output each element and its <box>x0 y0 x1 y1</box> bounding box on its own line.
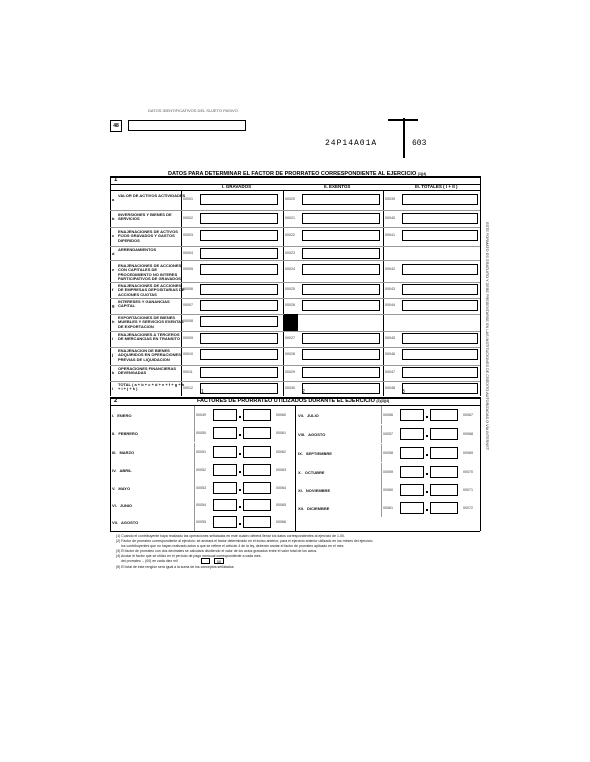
amount-input[interactable] <box>302 248 380 259</box>
amount-input[interactable] <box>200 383 278 394</box>
amount-input[interactable] <box>402 213 478 224</box>
note-4: (3) El factor de prorrateo con dos decimales se calculará dividiendo el valor de los actos gravados entre el valor total de los actos. <box>116 549 318 553</box>
amount-input[interactable] <box>302 213 380 224</box>
row-letter: c <box>112 233 115 238</box>
total-col-3: 3 <box>402 389 405 395</box>
month-code: 00051 <box>196 450 206 454</box>
amount-input[interactable] <box>402 333 478 344</box>
factor-decimal-input[interactable] <box>430 502 458 514</box>
month-label <box>298 471 325 475</box>
month-roman: V. <box>112 486 116 491</box>
section1-number: 1 <box>114 177 118 183</box>
amount-input[interactable] <box>302 300 380 311</box>
total-col-2: 2 <box>302 389 305 395</box>
row-letter: h <box>112 319 115 324</box>
month-code: 00059 <box>383 470 393 474</box>
field-code: 00023 <box>285 251 295 255</box>
decimal-point <box>239 416 241 418</box>
tear-line <box>403 118 405 158</box>
form-badge: 48 <box>110 120 122 132</box>
amount-input[interactable] <box>402 230 478 241</box>
decimal-point <box>426 509 428 511</box>
barcode-text: 24P14A01A <box>325 139 378 148</box>
note-7: (5) El total de este renglón será igual a la suma de los conceptos señalados. <box>116 565 235 569</box>
month-name: ENERO <box>117 413 132 418</box>
row-label: INVERSIONES Y BIENES DE SERVICIOS <box>118 212 172 222</box>
month-name: ABRIL <box>119 468 132 473</box>
month-code-2: 00072 <box>463 506 473 510</box>
month-roman: VII. <box>298 413 305 418</box>
month-code: 00052 <box>196 468 206 472</box>
field-code: 00020 <box>285 197 295 201</box>
amount-input[interactable] <box>302 367 380 378</box>
row-letter-wrap <box>112 386 113 391</box>
row-label: ENAJENACIONES DE ACCIONES DE EMPRESAS DEPOSITARIAS DE ACCIONES CUOTAS <box>118 283 185 297</box>
month-label <box>112 414 131 418</box>
month-name: JULIO <box>307 413 319 418</box>
factor-decimal-input[interactable] <box>243 427 271 439</box>
amount-input[interactable] <box>402 194 478 205</box>
row-letter: f <box>112 287 114 292</box>
field-code: 00008 <box>183 319 193 323</box>
month-code-2: 00066 <box>276 520 286 524</box>
factor-integer-input[interactable] <box>400 447 424 459</box>
note-box-2: 00 <box>214 558 224 564</box>
row-label: ENAJENACIONES DE ACTIVOS FIJOS GRAVADOS Y GASTOS DIFERIDOS <box>118 229 178 243</box>
month-code-2: 00065 <box>276 503 286 507</box>
row-letter-wrap <box>112 352 113 357</box>
factor-integer-input[interactable] <box>213 499 237 511</box>
row-label: OPERACIONES FINANCIERAS DEVENGADAS <box>118 366 177 376</box>
month-name: SEPTIEMBRE <box>305 451 332 456</box>
col-header-exentos: II. EXENTOS <box>324 184 351 189</box>
row-letter-wrap <box>112 251 114 256</box>
amount-input[interactable] <box>402 383 478 394</box>
factor-integer-input[interactable] <box>213 446 237 458</box>
month-name: FEBRERO <box>118 431 138 436</box>
decimal-point <box>426 435 428 437</box>
month-name: JUNIO <box>119 503 133 508</box>
factor-integer-input[interactable] <box>400 428 424 440</box>
factor-decimal-input[interactable] <box>243 482 271 494</box>
decimal-point <box>239 434 241 436</box>
factor-decimal-input[interactable] <box>243 516 271 528</box>
month-label <box>298 452 332 456</box>
month-name: MAYO <box>118 486 131 491</box>
month-code-2: 00063 <box>276 468 286 472</box>
amount-input[interactable] <box>200 264 278 275</box>
month-name: AGOSTO <box>121 520 139 525</box>
side-legend: ESTE FORMATO ES GRATUITO Y DEBE PRESENTARSE EN LAS INSTITUCIONES DE CRÉDITO AUTORIZADAS O VÍA INTERNET <box>485 222 489 451</box>
amount-input[interactable] <box>302 230 380 241</box>
month-roman: IX. <box>298 451 303 456</box>
month-code-2: 00061 <box>276 431 286 435</box>
row-letter: a <box>112 197 115 202</box>
row-label: TOTAL ( a + b + c + d + e + f + g + h + i + j + k ) <box>118 382 185 392</box>
section1-title: DATOS PARA DETERMINAR EL FACTOR DE PRORRATEO CORRESPONDIENTE AL EJERCICIO (1)(4) <box>168 171 427 177</box>
factor-decimal-input[interactable] <box>243 464 271 476</box>
tear-line-top <box>388 119 418 121</box>
note-6: del prorrateo -- (00) en cada diez mil <box>121 559 178 563</box>
field-code: 00005 <box>183 267 193 271</box>
note-2: (2) Factor de prorrateo correspondiente al ejercicio: se anotará el factor determinado en el inciso anterior, para el ejercicio anterior utilizado en los meses del ejercicio. <box>116 539 374 543</box>
note-1: (1) Cuando el contribuyente haya realizado las operaciones señaladas en este cuadro deberá llenar los datos correspondientes al ejercicio de 1.00. <box>116 534 345 538</box>
month-code-2: 00069 <box>463 451 473 455</box>
month-label <box>112 504 132 508</box>
decimal-point <box>239 523 241 525</box>
month-label <box>298 507 329 511</box>
amount-input[interactable] <box>200 213 278 224</box>
note-5: (4) Anotar el factor que se utilizó en el período de pago mensual correspondiente a cada mes. <box>116 554 262 558</box>
factor-decimal-input[interactable] <box>243 409 271 421</box>
factor-integer-input[interactable] <box>213 409 237 421</box>
month-name: OCTUBRE <box>304 470 325 475</box>
field-code: 00011 <box>183 370 193 374</box>
month-code-2: 00060 <box>276 413 286 417</box>
row-letter-wrap <box>112 197 114 202</box>
factor-integer-input[interactable] <box>400 502 424 514</box>
row-letter-wrap <box>112 216 114 221</box>
factor-decimal-input[interactable] <box>243 446 271 458</box>
month-name: DICIEMBRE <box>307 506 330 511</box>
factor-integer-input[interactable] <box>213 464 237 476</box>
row-label: INTERESES Y GANANCIAS CAPITAL <box>118 299 170 309</box>
month-code: 00056 <box>383 413 393 417</box>
month-code-2: 00062 <box>276 450 286 454</box>
field-code: 00010 <box>183 352 193 356</box>
field-code: 00046 <box>385 352 395 356</box>
field-code: 00042 <box>385 267 395 271</box>
field-code: 00022 <box>285 233 295 237</box>
month-roman: VII. <box>112 520 119 525</box>
field-code: 00026 <box>285 303 295 307</box>
month-code: 00060 <box>383 488 393 492</box>
note-box-1 <box>201 558 210 564</box>
row-letter-wrap <box>112 233 114 238</box>
amount-input[interactable] <box>200 194 278 205</box>
field-code: 00024 <box>285 267 295 271</box>
row-letter: l <box>112 386 114 391</box>
month-code-2: 00068 <box>463 432 473 436</box>
month-roman: IV. <box>112 468 117 473</box>
factor-integer-input[interactable] <box>213 516 237 528</box>
field-code: 00002 <box>183 216 193 220</box>
month-code: 00050 <box>196 431 206 435</box>
amount-input[interactable] <box>200 248 278 259</box>
blocked-cell <box>284 314 298 332</box>
col-header-totales: III. TOTALES ( I + II ) <box>415 184 458 189</box>
decimal-point <box>426 473 428 475</box>
row-label: EXPORTACIONES DE BIENES MUEBLES Y SERVICIOS EXENTAS DE EXPORTACION <box>118 315 184 329</box>
field-code: 00029 <box>285 370 295 374</box>
month-label <box>112 451 134 455</box>
field-code: 00030 <box>285 386 295 390</box>
factor-integer-input[interactable] <box>400 484 424 496</box>
month-code: 00054 <box>196 503 206 507</box>
amount-input[interactable] <box>302 349 380 360</box>
factor-integer-input[interactable] <box>400 409 424 421</box>
month-roman: X. <box>298 470 302 475</box>
amount-input[interactable] <box>200 230 278 241</box>
field-code: 00045 <box>385 336 395 340</box>
amount-input[interactable] <box>402 264 478 275</box>
month-label <box>298 489 330 493</box>
amount-input[interactable] <box>302 333 380 344</box>
row-letter-wrap <box>112 336 113 341</box>
month-label <box>112 469 132 473</box>
month-code-2: 00064 <box>276 486 286 490</box>
row-label: ENAJENACION DE BIENES ADQUIRIDOS EN OPERACIONES PREVIAS DE LIQUIDACION <box>118 348 181 362</box>
field-code: 00027 <box>285 336 295 340</box>
decimal-point <box>239 471 241 473</box>
month-label <box>112 487 130 491</box>
month-label <box>298 414 319 418</box>
month-roman: III. <box>112 450 117 455</box>
row-label: ARRENDAMIENTOS <box>118 247 157 252</box>
month-code-2: 00071 <box>463 488 473 492</box>
amount-input[interactable] <box>200 367 278 378</box>
note-3: los contribuyentes que no hayan realizado actos a que se refiere el artículo 4 de la ley, deberán anotar el factor de prorrateo aplicado en el mes. <box>121 544 345 548</box>
amount-input[interactable] <box>200 349 278 360</box>
month-code-2: 00070 <box>463 470 473 474</box>
row-letter-wrap <box>112 370 114 375</box>
decimal-point <box>239 453 241 455</box>
amount-input[interactable] <box>200 300 278 311</box>
page-code: 603 <box>412 139 427 148</box>
decimal-point <box>426 416 428 418</box>
amount-input[interactable] <box>302 383 380 394</box>
row-label: ENAJENACIONES A TERCEROS DE MERCANCIAS EN TRANSITO <box>118 332 180 342</box>
month-label <box>298 433 325 437</box>
field-code: 00025 <box>285 287 295 291</box>
field-code: 00040 <box>385 216 395 220</box>
month-name: MARZO <box>119 450 135 455</box>
factor-decimal-input[interactable] <box>243 499 271 511</box>
decimal-point <box>239 489 241 491</box>
row-letter: i <box>112 336 114 341</box>
amount-input[interactable] <box>200 333 278 344</box>
factor-decimal-input[interactable] <box>430 447 458 459</box>
amount-input[interactable] <box>200 284 278 295</box>
month-name: AGOSTO <box>308 432 326 437</box>
row-label: VALOR DE ACTIVOS ACTIVIDADES <box>118 193 186 198</box>
field-code: 00004 <box>183 251 193 255</box>
row-letter-wrap <box>112 267 114 272</box>
field-code: 00043 <box>385 287 395 291</box>
field-code: 00012 <box>183 386 193 390</box>
amount-input[interactable] <box>302 284 380 295</box>
amount-input[interactable] <box>402 300 478 311</box>
field-code: 00001 <box>183 197 193 201</box>
amount-input[interactable] <box>302 194 380 205</box>
month-code: 00058 <box>383 451 393 455</box>
factor-integer-input[interactable] <box>213 427 237 439</box>
row-letter: d <box>112 251 115 256</box>
field-code: 00003 <box>183 233 193 237</box>
month-code-2: 00067 <box>463 413 473 417</box>
amount-input[interactable] <box>302 264 380 275</box>
factor-integer-input[interactable] <box>213 482 237 494</box>
month-roman: XI. <box>298 488 303 493</box>
row-letter: k <box>112 370 115 375</box>
month-label <box>112 432 138 436</box>
month-roman: VI. <box>112 503 117 508</box>
field-code: 00039 <box>385 197 395 201</box>
factor-decimal-input[interactable] <box>430 466 458 478</box>
factor-decimal-input[interactable] <box>430 428 458 440</box>
field-code: 00007 <box>183 303 193 307</box>
row-letter-wrap <box>112 287 113 292</box>
row-letter: b <box>112 216 115 221</box>
month-code: 00053 <box>196 486 206 490</box>
month-code: 00061 <box>383 506 393 510</box>
total-col-1: 1 <box>201 389 204 395</box>
field-code: 00047 <box>385 370 395 374</box>
month-code: 00057 <box>383 432 393 436</box>
amount-input[interactable] <box>200 316 278 327</box>
amount-input[interactable] <box>402 349 478 360</box>
amount-input[interactable] <box>402 284 478 295</box>
month-roman: VIII. <box>298 432 306 437</box>
amount-input[interactable] <box>402 367 478 378</box>
field-code: 00048 <box>385 386 395 390</box>
factor-integer-input[interactable] <box>400 466 424 478</box>
field-code: 00009 <box>183 336 193 340</box>
field-code: 00041 <box>385 233 395 237</box>
row-letter: j <box>112 352 114 357</box>
field-code: 00044 <box>385 303 395 307</box>
month-name: NOVIEMBRE <box>305 488 331 493</box>
month-code: 00055 <box>196 520 206 524</box>
section2-number: 2 <box>114 398 118 404</box>
row-letter: g <box>112 303 115 308</box>
month-code: 00049 <box>196 413 206 417</box>
rfc-field[interactable] <box>128 120 246 131</box>
row-letter-wrap <box>112 319 114 324</box>
row-label: ENAJENACIONES DE ACCIONES CON CAPITALES DE PROCEDIMIENTO NO INTERES PARTICIPATIVOS DE GRAVADOS <box>118 263 182 282</box>
month-roman: II. <box>112 431 116 436</box>
col-header-gravados: I. GRAVADOS <box>222 184 252 189</box>
decimal-point <box>426 454 428 456</box>
factor-decimal-input[interactable] <box>430 484 458 496</box>
factor-decimal-input[interactable] <box>430 409 458 421</box>
section2-title: FACTORES DE PRORRATEO UTILIZADOS DURANTE EL EJERCICIO (2)(3)(4) <box>197 398 390 404</box>
row-letter-wrap <box>112 303 114 308</box>
decimal-point <box>426 491 428 493</box>
decimal-point <box>239 506 241 508</box>
field-code: 00006 <box>183 287 193 291</box>
header-caption: DATOS IDENTIFICATIVOS DEL SUJETO PASIVO <box>148 108 238 113</box>
month-roman: I. <box>112 413 115 418</box>
month-roman: XII. <box>298 506 305 511</box>
field-code: 00021 <box>285 216 295 220</box>
field-code: 00028 <box>285 352 295 356</box>
month-label <box>112 521 138 525</box>
row-letter: e <box>112 267 115 272</box>
